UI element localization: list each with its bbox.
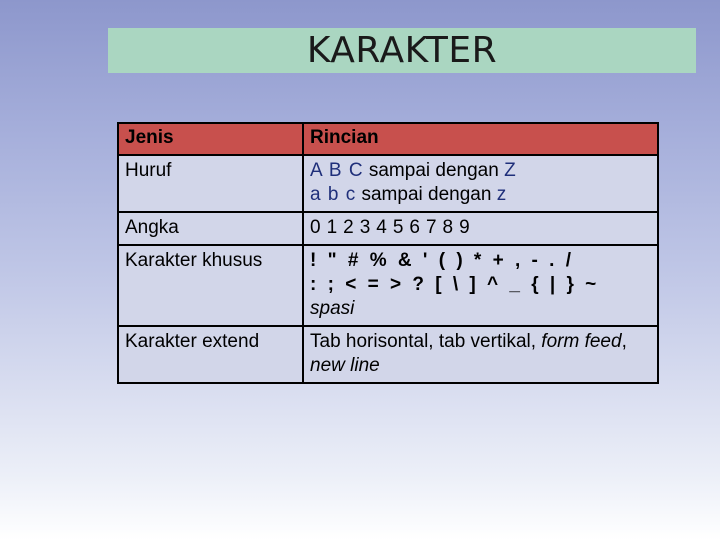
table-row (118, 326, 658, 383)
title-bar (108, 28, 696, 73)
uppercase-text: sampai dengan (363, 160, 505, 181)
rincian-cell (303, 212, 658, 245)
rincian-cell (303, 326, 658, 383)
character-table (117, 122, 659, 384)
table-row (118, 212, 658, 245)
rincian-cell (303, 245, 658, 326)
extend-text-2: form feed (541, 331, 622, 352)
header-jenis: Jenis (118, 123, 303, 155)
lowercase-chars: a b c (310, 184, 357, 205)
jenis-cell: Karakter khusus (118, 245, 303, 326)
extend-text-3: , (621, 331, 627, 352)
jenis-cell: Angka (118, 212, 303, 245)
table-header-row (118, 123, 658, 155)
page-title: KARAKTER (306, 30, 498, 71)
rincian-cell (303, 155, 658, 212)
jenis-cell: Huruf (118, 155, 303, 212)
uppercase-line (310, 159, 651, 183)
space-label: spasi (310, 298, 355, 319)
table-row (118, 245, 658, 326)
extend-text-4: new line (310, 355, 380, 376)
symbols-line-1: ! " # % & ' ( ) * + , - . / (310, 250, 574, 271)
extend-text-1: Tab horisontal, tab vertikal, (310, 331, 542, 352)
symbols-line-2: : ; < = > ? [ \ ] ^ _ { | } ~ (310, 274, 600, 295)
table-row (118, 155, 658, 212)
uppercase-chars: A B C (310, 160, 364, 181)
digits-text: 0123456789 (310, 217, 476, 238)
header-rincian: Rincian (303, 123, 658, 155)
uppercase-end: Z (504, 160, 517, 181)
lowercase-text: sampai dengan (356, 184, 497, 205)
lowercase-line (310, 183, 651, 207)
jenis-cell: Karakter extend (118, 326, 303, 383)
lowercase-end: z (496, 184, 508, 205)
